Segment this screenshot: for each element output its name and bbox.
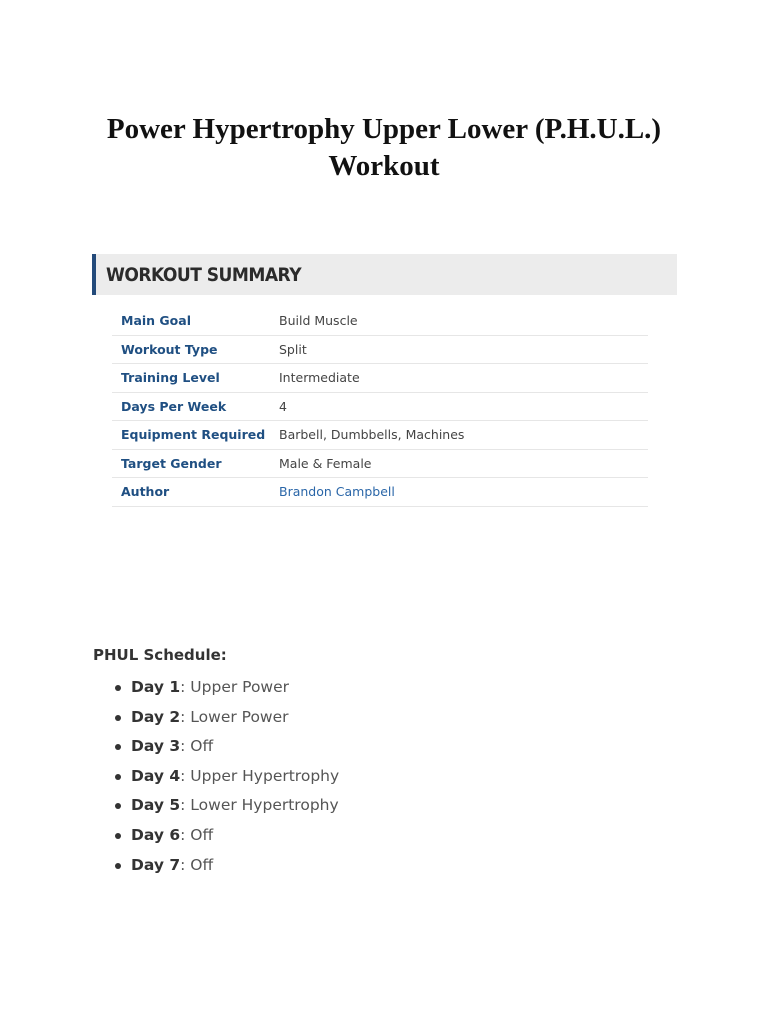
schedule-item-day-2 xyxy=(113,703,339,733)
summary-value: Split xyxy=(279,341,307,357)
summary-row-equipment-required xyxy=(112,421,648,450)
bullet-icon xyxy=(115,744,121,750)
bullet-icon xyxy=(115,833,121,839)
summary-row-main-goal xyxy=(112,307,648,336)
bullet-icon xyxy=(115,685,121,691)
workout-summary-heading: WORKOUT SUMMARY xyxy=(106,264,302,286)
summary-row-days-per-week xyxy=(112,393,648,422)
bullet-icon xyxy=(115,803,121,809)
summary-key: Training Level xyxy=(121,370,220,385)
bullet-icon xyxy=(115,863,121,869)
summary-row-workout-type xyxy=(112,336,648,365)
summary-key: Days Per Week xyxy=(121,398,227,414)
day-activity: : Off xyxy=(180,825,214,844)
summary-key: Workout Type xyxy=(121,341,218,357)
schedule-item-day-1 xyxy=(113,673,339,703)
day-label: Day 3 xyxy=(131,737,181,756)
day-label: Day 1 xyxy=(131,678,181,696)
schedule-list xyxy=(113,673,339,880)
schedule-heading: PHUL Schedule: xyxy=(93,646,227,664)
schedule-item-day-7 xyxy=(113,851,339,881)
day-activity: : Lower Power xyxy=(180,707,289,726)
page-title-line-2: Workout xyxy=(328,150,440,182)
day-activity: : Lower Hypertrophy xyxy=(180,796,339,815)
schedule-item-day-6 xyxy=(113,821,339,851)
summary-value: Barbell, Dumbbells, Machines xyxy=(279,427,465,442)
summary-key: Author xyxy=(121,484,170,499)
author-link[interactable]: Brandon Campbell xyxy=(279,484,395,499)
schedule-item-day-5 xyxy=(113,791,339,821)
summary-row-target-gender xyxy=(112,450,648,479)
summary-key: Main Goal xyxy=(121,313,191,328)
day-label: Day 4 xyxy=(131,766,181,785)
day-activity: : Upper Power xyxy=(180,678,290,696)
day-label: Day 7 xyxy=(131,855,181,874)
summary-key: Equipment Required xyxy=(121,427,266,442)
summary-value: Intermediate xyxy=(279,370,360,385)
day-activity: : Off xyxy=(180,855,214,874)
bullet-icon xyxy=(115,774,121,780)
schedule-item-day-3 xyxy=(113,732,339,762)
page-title-line-1: Power Hypertrophy Upper Lower (P.H.U.L.) xyxy=(106,113,662,145)
summary-key: Target Gender xyxy=(121,455,222,471)
bullet-icon xyxy=(115,715,121,721)
day-activity: : Off xyxy=(180,737,214,756)
summary-value: Male & Female xyxy=(279,455,372,471)
workout-summary-header xyxy=(92,254,677,295)
schedule-item-day-4 xyxy=(113,762,339,792)
day-label: Day 6 xyxy=(131,825,181,844)
summary-row-author xyxy=(112,478,648,507)
day-label: Day 5 xyxy=(131,796,181,815)
day-label: Day 2 xyxy=(131,707,181,726)
summary-value: 4 xyxy=(279,398,287,414)
workout-summary-table xyxy=(112,307,648,507)
summary-row-training-level xyxy=(112,364,648,393)
day-activity: : Upper Hypertrophy xyxy=(180,766,340,785)
page-title xyxy=(40,111,728,185)
summary-value: Build Muscle xyxy=(279,313,358,328)
